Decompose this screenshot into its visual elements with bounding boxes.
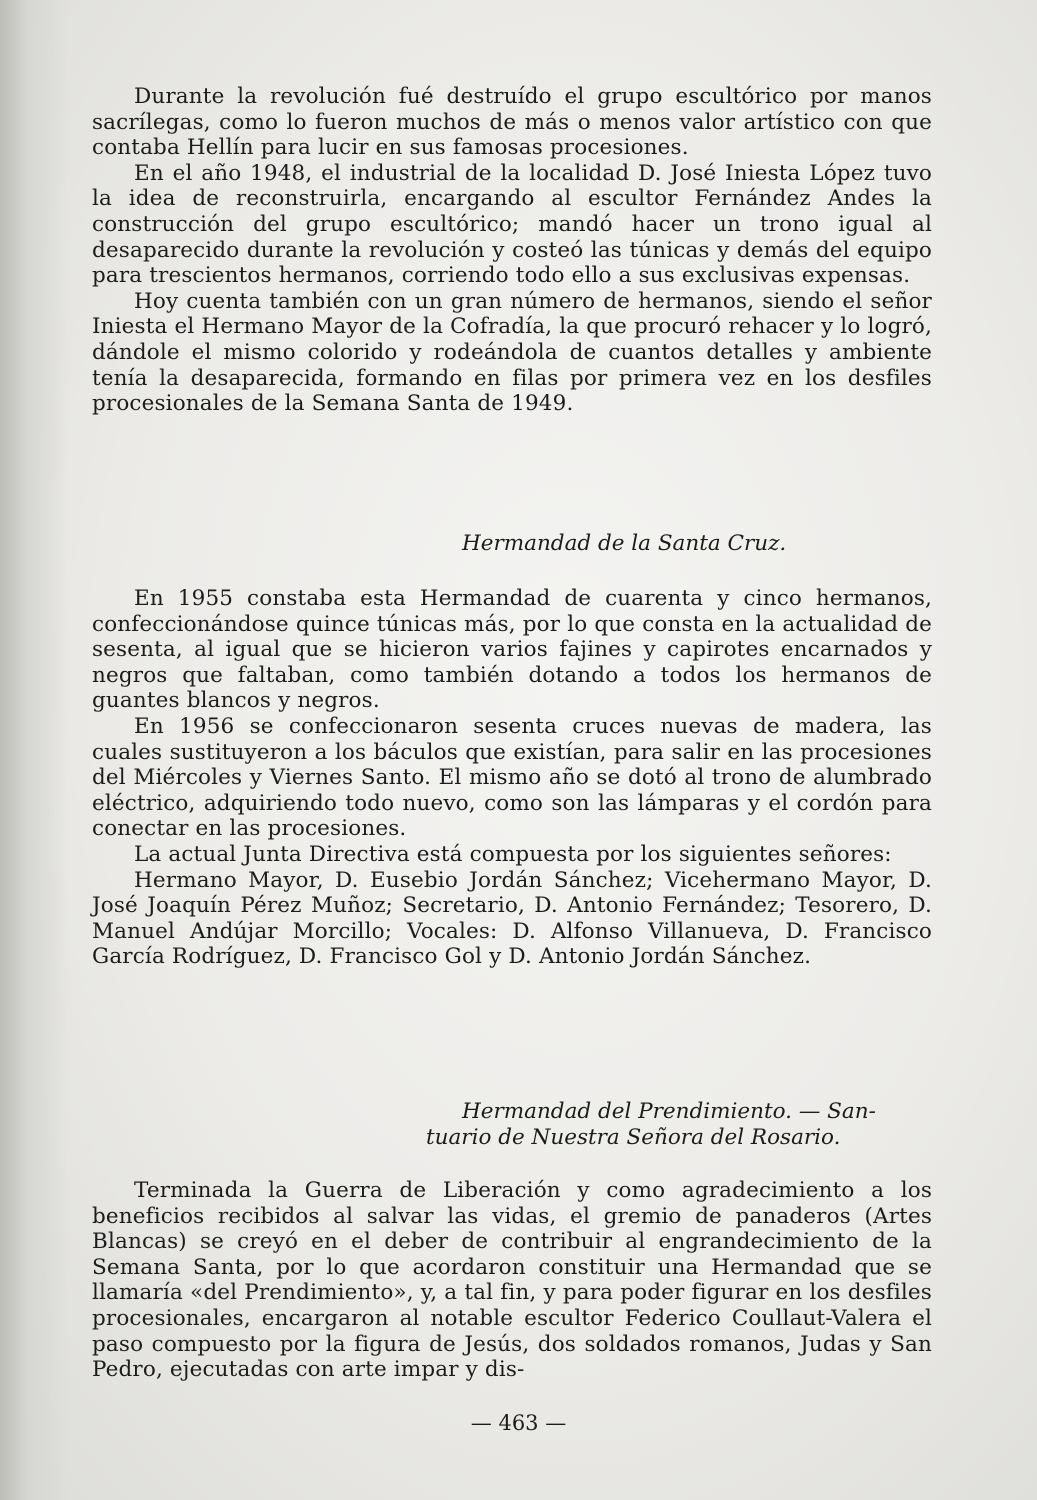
heading-line: Hermandad del Prendimiento. — San- (462, 1099, 876, 1124)
paragraph: Hermano Mayor, D. Eusebio Jordán Sánchez; Vicehermano Mayor, D. José Joaquín Pérez Muñoz; Secretario, D. Antonio Fernández; Tesorero, D. Manuel Andújar Morcillo; Vocales: D. Alfonso Villanueva, D. Francisco García Rodríguez, D. Francisco Gol y D. Antonio Jordán Sánchez. (92, 867, 932, 970)
heading-line: tuario de Nuestra Señora del Rosario. (426, 1125, 841, 1150)
paragraph: En 1956 se confeccionaron sesenta cruces nuevas de madera, las cuales sustituyeron a los báculos que existían, para salir en las procesiones del Miércoles y Viernes Santo. El mismo año se dotó al trono de alumbrado eléctrico, adquiriendo todo nuevo, como son las lámparas y el cordón para conectar en las procesiones. (92, 713, 932, 842)
page-edge-shadow (0, 0, 70, 1500)
paragraph: Terminada la Guerra de Liberación y como agradecimiento a los beneficios recibidos al salvar las vidas, el gremio de panaderos (Artes Blancas) se creyó en el deber de contribuir al engrandecimiento de la Semana Santa, por lo que acordaron constituir una Hermandad que se llamaría «del Prendimiento», y, a tal fin, y para poder figurar en los desfiles procesionales, encargaron al notable escultor Federico Coullaut-Valera el paso compuesto por la figura de Jesús, dos soldados romanos, Judas y San Pedro, ejecutadas con arte impar y dis- (92, 1178, 932, 1383)
paragraph: Durante la revolución fué destruído el grupo escultórico por manos sacrílegas, como lo fueron muchos de más o menos valor artístico con que contaba Hellín para lucir en sus famosas procesiones. (92, 84, 932, 161)
page-number: — 463 — (470, 1411, 567, 1435)
section-3-text (92, 1178, 932, 1383)
paragraph: La actual Junta Directiva está compuesta por los siguientes señores: (134, 841, 892, 867)
paragraph: Hoy cuenta también con un gran número de hermanos, siendo el señor Iniesta el Hermano Mayor de la Cofradía, la que procuró rehacer y lo logró, dándole el mismo colorido y rodeándola de cuantos detalles y ambiente tenía la desaparecida, formando en filas por primera vez en los desfiles procesionales de la Semana Santa de 1949. (92, 288, 932, 417)
section-2-text (92, 586, 932, 970)
section-heading-prendimiento (410, 1099, 930, 1151)
section-heading-santa-cruz: Hermandad de la Santa Cruz. (462, 531, 787, 556)
paragraph: En 1955 constaba esta Hermandad de cuarenta y cinco hermanos, confeccionándose quince túnicas más, por lo que consta en la actualidad de sesenta, al igual que se hicieron varios fajines y capirotes encarnados y negros que faltaban, como también dotando a todos los hermanos de guantes blancos y negros. (92, 586, 932, 714)
section-1-text (92, 84, 932, 417)
paragraph: En el año 1948, el industrial de la localidad D. José Iniesta López tuvo la idea de reconstruirla, encargando al escultor Fernández Andes la construcción del grupo escultórico; mandó hacer un trono igual al desaparecido durante la revolución y costeó las túnicas y demás del equipo para trescientos hermanos, corriendo todo ello a sus exclusivas expensas. (92, 160, 932, 289)
